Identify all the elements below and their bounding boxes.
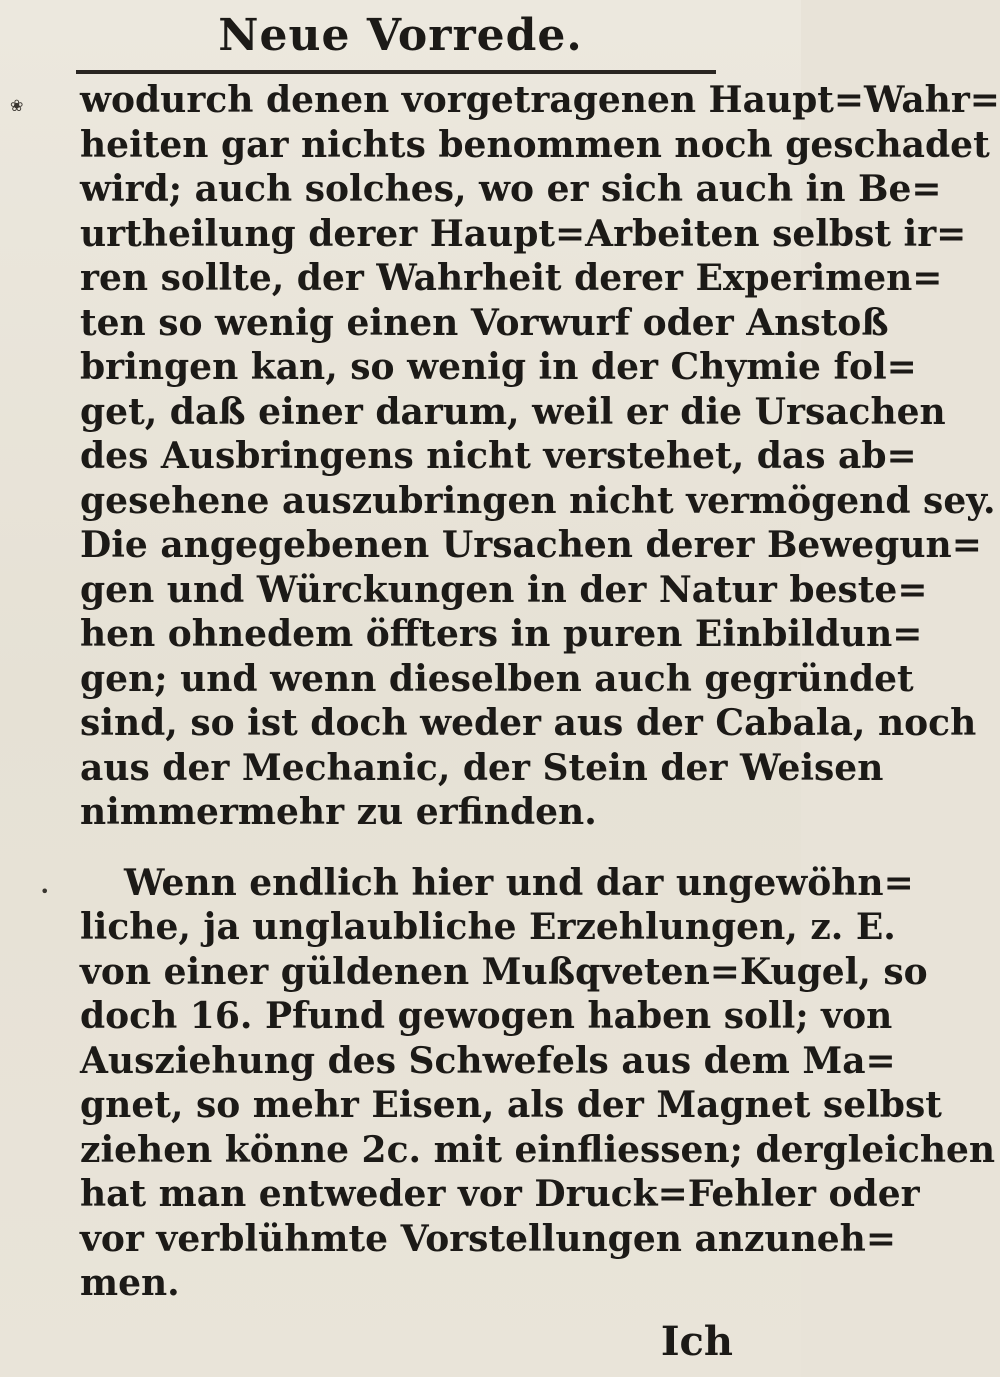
text-line: heiten gar nichts benommen noch geschadet: [80, 123, 990, 166]
text-line: gen und Würckungen in der Natur beste=: [80, 568, 928, 611]
text-line: Die angegebenen Ursachen derer Bewegun=: [80, 524, 982, 566]
text-line: aus der Mechanic, der Stein der Weisen: [80, 746, 884, 789]
text-line: doch 16. Pfund gewogen haben soll; von: [80, 995, 893, 1037]
text-line: von einer güldenen Mußqveten=Kugel, so: [80, 950, 928, 993]
paragraph: [80, 861, 996, 1306]
text-line: ziehen könne 2c. mit einfliessen; dergleichen: [80, 1128, 996, 1171]
text-line: des Ausbringens nicht verstehet, das ab=: [80, 435, 917, 477]
text-line: bringen kan, so wenig in der Chymie fol=: [80, 346, 917, 388]
text-line: sind, so ist doch weder aus der Cabala, noch: [80, 702, 977, 744]
text-line: wird; auch solches, wo er sich auch in Be=: [80, 168, 942, 210]
text-line: get, daß einer darum, weil er die Ursachen: [80, 390, 946, 433]
text-line: vor verblühmte Vorstellungen anzuneh=: [80, 1217, 896, 1260]
text-line: men.: [80, 1262, 180, 1304]
text-line: urtheilung derer Haupt=Arbeiten selbst ir=: [80, 212, 967, 255]
text-line: gen; und wenn dieselben auch gegründet: [80, 657, 914, 700]
text-line: nimmermehr zu erfinden.: [80, 791, 597, 833]
header-rule: [76, 70, 716, 74]
catchword: Ich: [660, 1318, 733, 1365]
text-line: ren sollte, der Wahrheit derer Experimen=: [80, 257, 943, 299]
text-line: Ausziehung des Schwefels aus dem Ma=: [80, 1039, 896, 1082]
paragraph: [80, 78, 1000, 835]
text-line: Wenn endlich hier und dar ungewöhn=: [124, 861, 914, 904]
text-line: gesehene auszubringen nicht vermögend sey.: [80, 479, 996, 522]
margin-mark-icon: ❀: [10, 96, 24, 115]
margin-dot-icon: •: [40, 882, 50, 901]
text-line: gnet, so mehr Eisen, als der Magnet selbst: [80, 1084, 942, 1126]
paragraph-gap: [80, 835, 732, 861]
text-line: ten so wenig einen Vorwurf oder Anstoß: [80, 301, 889, 344]
text-line: hen ohnedem öffters in puren Einbildun=: [80, 613, 923, 655]
body-text: [80, 78, 1000, 1306]
text-line: wodurch denen vorgetragenen Haupt=Wahr=: [80, 79, 1000, 121]
text-line: hat man entweder vor Druck=Fehler oder: [80, 1173, 920, 1215]
running-title: Neue Vorrede.: [218, 10, 583, 61]
text-line: liche, ja unglaubliche Erzehlungen, z. E.: [80, 906, 896, 948]
